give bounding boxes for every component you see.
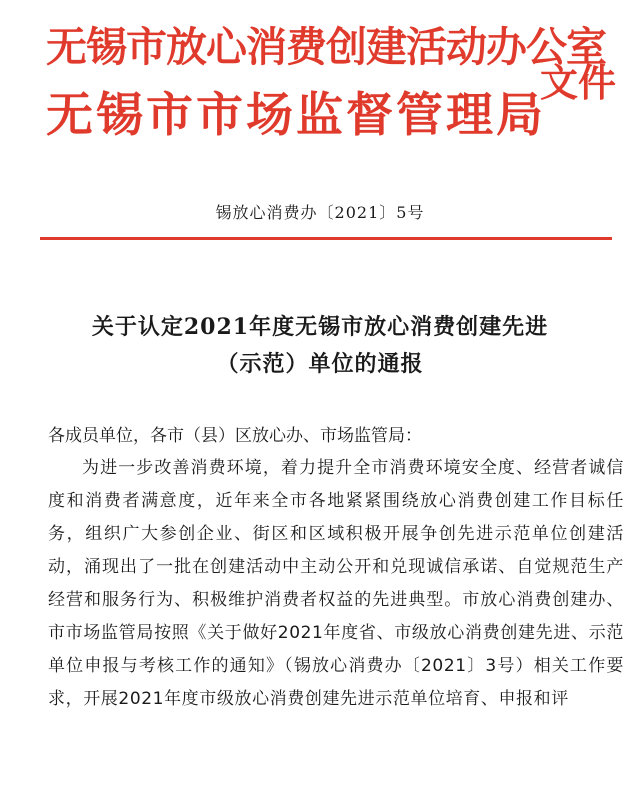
issuing-bureau-header: 无锡市市场监督管理局 bbox=[46, 88, 546, 143]
document-title-line2: （示范）单位的通报 bbox=[216, 351, 424, 377]
document-type-label: 文件 bbox=[540, 60, 617, 105]
issuing-office-header: 无锡市放心消费创建活动办公室 bbox=[46, 23, 606, 71]
red-divider bbox=[40, 237, 612, 240]
salutation: 各成员单位，各市（县）区放心办、市场监管局： bbox=[48, 426, 422, 446]
document-number: 锡放心消费办〔2021〕5号 bbox=[215, 203, 425, 222]
document-title-line1: 关于认定2021年度无锡市放心消费创建先进 bbox=[91, 314, 549, 340]
body-paragraph: 为进一步改善消费环境，着力提升全市消费环境安全度、经营者诚信度和消费者满意度，近年来全市各地紧紧围绕放心消费创建工作目标任务，组织广大参创企业、街区和区域积极开展争创先进示范单位创建活动，涌现出了一批在创建活动中主动公开和兑现诚信承诺、自觉规范生产经营和服务行为、积极维护消费者权益的先进典型。市放心消费创建办、市市场监管局按照《关于做好2021年度省、市级放心消费创建先进、示范单位申报与考核工作的通知》（锡放心消费办〔2021〕3号）相关工作要求，开展2021年度市级放心消费创建先进示范单位培育、申报和评 bbox=[48, 458, 624, 709]
